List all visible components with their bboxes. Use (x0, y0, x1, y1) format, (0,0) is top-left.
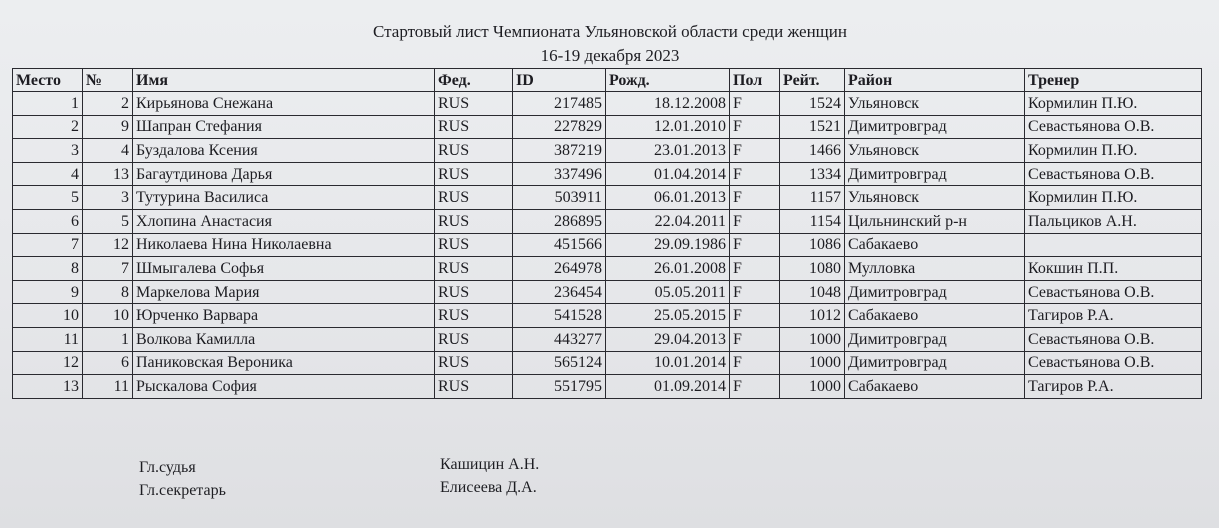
table-row (13, 115, 1202, 139)
cell-rating: 1012 (780, 304, 845, 328)
column-header-sex: Пол (730, 69, 780, 92)
cell-rating: 1000 (780, 327, 845, 351)
cell-place: 9 (13, 280, 83, 304)
table-row (13, 92, 1202, 116)
cell-place: 1 (13, 92, 83, 116)
cell-coach: Кормилин П.Ю. (1025, 186, 1202, 210)
cell-federation: RUS (435, 162, 513, 186)
cell-district: Ульяновск (845, 139, 1025, 163)
cell-name: Тутурина Василиса (133, 186, 435, 210)
cell-place: 5 (13, 186, 83, 210)
cell-id: 551795 (513, 375, 606, 399)
chief-judge-label: Гл.судья (139, 459, 196, 476)
cell-birthdate: 01.09.2014 (606, 375, 730, 399)
table-row (13, 304, 1202, 328)
column-header-rating: Рейт. (780, 69, 845, 92)
table-row (13, 209, 1202, 233)
cell-id: 451566 (513, 233, 606, 257)
cell-birthdate: 05.05.2011 (606, 280, 730, 304)
cell-id: 264978 (513, 257, 606, 281)
cell-sex: F (730, 92, 780, 116)
cell-place: 3 (13, 139, 83, 163)
cell-rating: 1080 (780, 257, 845, 281)
cell-sex: F (730, 186, 780, 210)
cell-place: 10 (13, 304, 83, 328)
cell-federation: RUS (435, 257, 513, 281)
cell-name: Буздалова Ксения (133, 139, 435, 163)
cell-federation: RUS (435, 327, 513, 351)
cell-rating: 1154 (780, 209, 845, 233)
cell-id: 565124 (513, 351, 606, 375)
cell-district: Димитровград (845, 115, 1025, 139)
cell-rating: 1521 (780, 115, 845, 139)
column-header-birthdate: Рожд. (606, 69, 730, 92)
cell-birthdate: 22.04.2011 (606, 209, 730, 233)
cell-district: Мулловка (845, 257, 1025, 281)
column-header-federation: Фед. (435, 69, 513, 92)
cell-sex: F (730, 280, 780, 304)
cell-sex: F (730, 304, 780, 328)
cell-number: 12 (83, 233, 133, 257)
cell-coach: Кормилин П.Ю. (1025, 139, 1202, 163)
cell-district: Димитровград (845, 327, 1025, 351)
cell-rating: 1048 (780, 280, 845, 304)
cell-sex: F (730, 115, 780, 139)
cell-name: Багаутдинова Дарья (133, 162, 435, 186)
cell-district: Димитровград (845, 162, 1025, 186)
cell-id: 443277 (513, 327, 606, 351)
cell-coach: Тагиров Р.А. (1025, 375, 1202, 399)
document-title: Стартовый лист Чемпионата Ульяновской области среди женщин (373, 22, 847, 41)
cell-number: 8 (83, 280, 133, 304)
cell-birthdate: 12.01.2010 (606, 115, 730, 139)
cell-coach: Тагиров Р.А. (1025, 304, 1202, 328)
table-row (13, 233, 1202, 257)
cell-rating: 1000 (780, 351, 845, 375)
cell-district: Сабакаево (845, 375, 1025, 399)
cell-id: 217485 (513, 92, 606, 116)
cell-birthdate: 29.04.2013 (606, 327, 730, 351)
table-row (13, 327, 1202, 351)
cell-sex: F (730, 209, 780, 233)
cell-coach: Севастьянова О.В. (1025, 162, 1202, 186)
cell-federation: RUS (435, 233, 513, 257)
cell-place: 4 (13, 162, 83, 186)
cell-federation: RUS (435, 186, 513, 210)
cell-coach: Севастьянова О.В. (1025, 327, 1202, 351)
cell-name: Маркелова Мария (133, 280, 435, 304)
cell-place: 13 (13, 375, 83, 399)
cell-rating: 1086 (780, 233, 845, 257)
cell-place: 7 (13, 233, 83, 257)
cell-place: 12 (13, 351, 83, 375)
cell-coach (1025, 233, 1202, 257)
cell-district: Димитровград (845, 351, 1025, 375)
column-header-coach: Тренер (1025, 69, 1202, 92)
cell-birthdate: 18.12.2008 (606, 92, 730, 116)
table-row (13, 139, 1202, 163)
cell-coach: Севастьянова О.В. (1025, 115, 1202, 139)
cell-number: 10 (83, 304, 133, 328)
cell-sex: F (730, 327, 780, 351)
cell-place: 2 (13, 115, 83, 139)
document-dates: 16-19 декабря 2023 (540, 46, 680, 65)
cell-sex: F (730, 139, 780, 163)
start-list-table (12, 68, 1202, 399)
cell-number: 13 (83, 162, 133, 186)
table-row (13, 351, 1202, 375)
cell-number: 4 (83, 139, 133, 163)
cell-sex: F (730, 233, 780, 257)
cell-number: 1 (83, 327, 133, 351)
table-row (13, 375, 1202, 399)
cell-id: 503911 (513, 186, 606, 210)
cell-rating: 1524 (780, 92, 845, 116)
cell-federation: RUS (435, 304, 513, 328)
column-header-number: № (83, 69, 133, 92)
cell-rating: 1466 (780, 139, 845, 163)
cell-federation: RUS (435, 209, 513, 233)
cell-number: 5 (83, 209, 133, 233)
table-row (13, 186, 1202, 210)
cell-rating: 1334 (780, 162, 845, 186)
table-header-row (13, 69, 1202, 92)
column-header-place: Место (13, 69, 83, 92)
cell-sex: F (730, 162, 780, 186)
cell-number: 9 (83, 115, 133, 139)
cell-place: 6 (13, 209, 83, 233)
cell-place: 8 (13, 257, 83, 281)
column-header-id: ID (513, 69, 606, 92)
table-row (13, 162, 1202, 186)
cell-name: Волкова Камилла (133, 327, 435, 351)
cell-district: Димитровград (845, 280, 1025, 304)
cell-sex: F (730, 351, 780, 375)
cell-rating: 1157 (780, 186, 845, 210)
cell-birthdate: 25.05.2015 (606, 304, 730, 328)
cell-federation: RUS (435, 351, 513, 375)
cell-district: Сабакаево (845, 304, 1025, 328)
column-header-district: Район (845, 69, 1025, 92)
cell-coach: Пальциков А.Н. (1025, 209, 1202, 233)
cell-federation: RUS (435, 92, 513, 116)
cell-number: 2 (83, 92, 133, 116)
cell-coach: Кормилин П.Ю. (1025, 92, 1202, 116)
cell-coach: Севастьянова О.В. (1025, 280, 1202, 304)
cell-coach: Кокшин П.П. (1025, 257, 1202, 281)
cell-district: Цильнинский р-н (845, 209, 1025, 233)
cell-birthdate: 06.01.2013 (606, 186, 730, 210)
cell-number: 11 (83, 375, 133, 399)
cell-name: Шмыгалева Софья (133, 257, 435, 281)
cell-birthdate: 10.01.2014 (606, 351, 730, 375)
cell-birthdate: 29.09.1986 (606, 233, 730, 257)
cell-id: 227829 (513, 115, 606, 139)
cell-sex: F (730, 257, 780, 281)
table-row (13, 280, 1202, 304)
cell-number: 7 (83, 257, 133, 281)
cell-federation: RUS (435, 115, 513, 139)
cell-name: Кирьянова Снежана (133, 92, 435, 116)
cell-district: Ульяновск (845, 92, 1025, 116)
cell-name: Хлопина Анастасия (133, 209, 435, 233)
table-row (13, 257, 1202, 281)
cell-birthdate: 23.01.2013 (606, 139, 730, 163)
cell-name: Рыскалова София (133, 375, 435, 399)
cell-federation: RUS (435, 280, 513, 304)
chief-judge-name: Кашицин А.Н. (440, 456, 540, 473)
cell-number: 6 (83, 351, 133, 375)
chief-secretary-label: Гл.секретарь (139, 482, 226, 499)
cell-rating: 1000 (780, 375, 845, 399)
cell-birthdate: 01.04.2014 (606, 162, 730, 186)
column-header-name: Имя (133, 69, 435, 92)
cell-place: 11 (13, 327, 83, 351)
cell-district: Ульяновск (845, 186, 1025, 210)
cell-sex: F (730, 375, 780, 399)
cell-federation: RUS (435, 375, 513, 399)
cell-name: Шапран Стефания (133, 115, 435, 139)
cell-name: Паниковская Вероника (133, 351, 435, 375)
cell-number: 3 (83, 186, 133, 210)
cell-district: Сабакаево (845, 233, 1025, 257)
cell-federation: RUS (435, 139, 513, 163)
cell-coach: Севастьянова О.В. (1025, 351, 1202, 375)
cell-id: 337496 (513, 162, 606, 186)
cell-birthdate: 26.01.2008 (606, 257, 730, 281)
cell-id: 387219 (513, 139, 606, 163)
cell-id: 541528 (513, 304, 606, 328)
chief-secretary-name: Елисеева Д.А. (440, 479, 537, 496)
cell-name: Николаева Нина Николаевна (133, 233, 435, 257)
cell-id: 286895 (513, 209, 606, 233)
cell-id: 236454 (513, 280, 606, 304)
cell-name: Юрченко Варвара (133, 304, 435, 328)
